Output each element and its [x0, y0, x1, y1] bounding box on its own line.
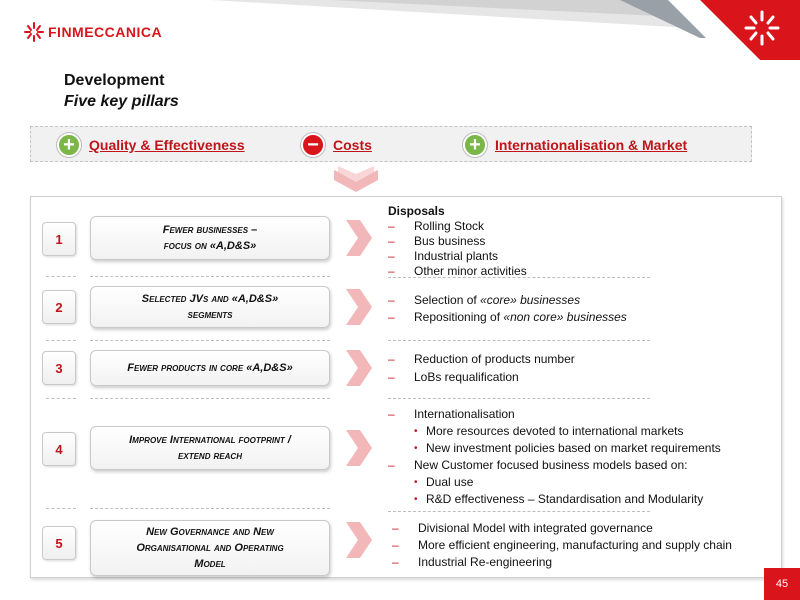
- row-number: 5: [42, 526, 76, 560]
- list-item: – Bus business: [388, 234, 768, 249]
- category-line: New Governance and New: [146, 526, 274, 538]
- row-separator: [388, 511, 650, 512]
- logo-text: FINMECCANICA: [48, 24, 163, 40]
- category-line: Fewer businesses –: [162, 224, 258, 236]
- row-separator: [46, 508, 76, 509]
- list-item: – Reduction of products number: [388, 350, 768, 368]
- minus-icon: −: [301, 133, 325, 157]
- plus-icon: +: [463, 133, 487, 157]
- sub-list-item: • R&D effectiveness – Standardisation and Modularity: [388, 491, 778, 508]
- pillar-label: Quality & Effectiveness: [89, 137, 245, 153]
- category-line: Improve International footprint /: [129, 434, 291, 446]
- list-item: – Repositioning of «non core» businesses: [388, 309, 768, 326]
- row-separator: [46, 398, 76, 399]
- finmeccanica-mark-icon: [742, 8, 782, 48]
- list-item: – More efficient engineering, manufacturing and supply chain: [392, 537, 772, 554]
- row-separator: [388, 340, 650, 341]
- row-separator: [90, 340, 330, 341]
- row-number: 2: [42, 290, 76, 324]
- list-item: – Rolling Stock: [388, 219, 768, 234]
- category-line: Model: [194, 558, 226, 570]
- pillar-label: Costs: [333, 137, 372, 153]
- page-number: 45: [764, 568, 800, 600]
- content-heading: Disposals: [388, 204, 445, 218]
- category-line: Selected JVs and «A,D&S»: [141, 293, 279, 305]
- page-title: Development: [64, 72, 165, 89]
- category-line: Fewer products in core «A,D&S»: [127, 362, 293, 374]
- row-content: [388, 204, 768, 279]
- right-chevron-icon: [346, 220, 372, 256]
- category-line: extend reach: [178, 450, 242, 462]
- category-line: segments: [187, 309, 233, 321]
- list-item: – New Customer focused business models based on:: [388, 457, 778, 474]
- category-box: [90, 216, 330, 260]
- logo-mark-icon: [24, 22, 44, 42]
- plus-icon: +: [57, 133, 81, 157]
- pillar-internationalisation: [463, 127, 687, 163]
- list-item: – Industrial Re-engineering: [392, 554, 772, 571]
- list-item: – LoBs requalification: [388, 368, 768, 386]
- row-separator: [90, 398, 330, 399]
- right-chevron-icon: [346, 522, 372, 558]
- right-chevron-icon: [346, 350, 372, 386]
- list-item: – Selection of «core» businesses: [388, 292, 768, 309]
- row-separator: [388, 398, 650, 399]
- pillar-quality: [57, 127, 245, 163]
- row-content: [388, 406, 778, 508]
- list-item: – Internationalisation: [388, 406, 778, 423]
- pillars-bar: [30, 126, 752, 162]
- sub-list-item: • More resources devoted to international markets: [388, 423, 778, 440]
- category-line: Organisational and Operating: [136, 542, 284, 554]
- sub-list-item: • Dual use: [388, 474, 778, 491]
- right-chevron-icon: [346, 289, 372, 325]
- row-content: [388, 292, 768, 326]
- row-separator: [46, 276, 76, 277]
- category-box: [90, 286, 330, 328]
- row-number: 4: [42, 432, 76, 466]
- row-content: [392, 520, 772, 571]
- row-number: 1: [42, 222, 76, 256]
- sub-list-item: • New investment policies based on market requirements: [388, 440, 778, 457]
- category-box: [90, 350, 330, 386]
- right-chevron-icon: [346, 430, 372, 466]
- list-item: – Industrial plants: [388, 249, 768, 264]
- row-separator: [90, 276, 330, 277]
- down-chevron-icon: [334, 166, 378, 194]
- row-number: 3: [42, 351, 76, 385]
- logo: [24, 22, 162, 42]
- pillar-costs: [301, 127, 372, 163]
- row-separator: [90, 508, 330, 509]
- category-box: [90, 426, 330, 470]
- pillar-label: Internationalisation & Market: [495, 137, 688, 153]
- row-separator: [46, 340, 76, 341]
- page-subtitle: Five key pillars: [64, 93, 179, 110]
- list-item: – Other minor activities: [388, 264, 768, 279]
- category-line: focus on «A,D&S»: [163, 240, 257, 252]
- list-item: – Divisional Model with integrated governance: [392, 520, 772, 537]
- category-box: [90, 520, 330, 576]
- row-content: [388, 350, 768, 386]
